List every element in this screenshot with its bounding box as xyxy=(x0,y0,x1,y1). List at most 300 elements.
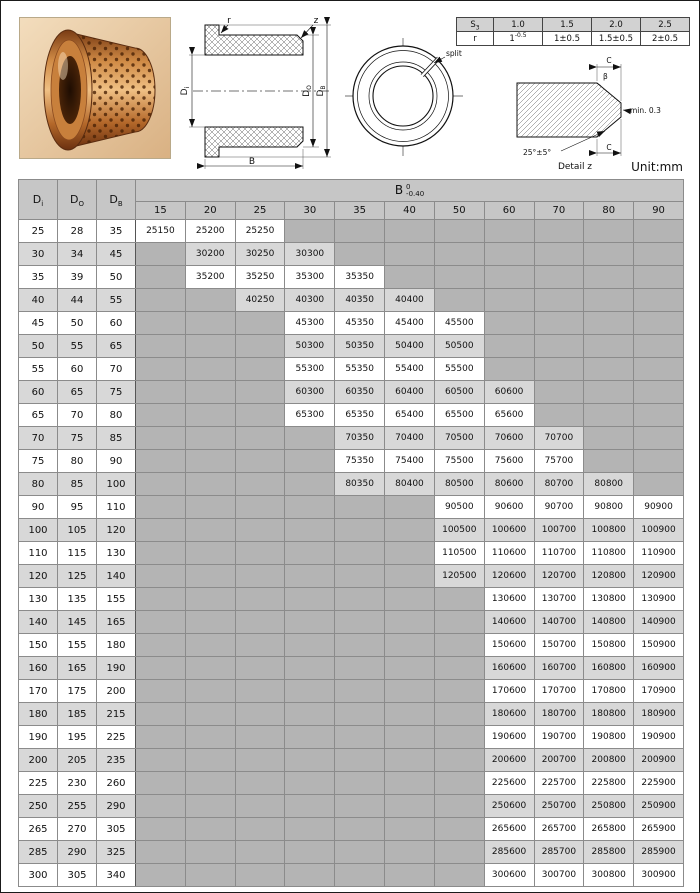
empty-cell xyxy=(285,841,335,864)
empty-cell xyxy=(534,220,584,243)
detail-z-drawing xyxy=(497,51,669,173)
part-number-cell: 110600 xyxy=(484,542,534,565)
empty-cell xyxy=(136,818,186,841)
table-row xyxy=(19,841,684,864)
empty-cell xyxy=(136,795,186,818)
dim-cell: 300 xyxy=(19,864,58,887)
part-number-cell: 50300 xyxy=(285,335,335,358)
part-number-cell: 265600 xyxy=(484,818,534,841)
empty-cell xyxy=(335,243,385,266)
s3-value: 2.0 xyxy=(592,18,641,32)
dim-cell: 45 xyxy=(97,243,136,266)
part-number-cell: 150800 xyxy=(584,634,634,657)
part-number-cell: 200700 xyxy=(534,749,584,772)
empty-cell xyxy=(634,266,684,289)
part-number-cell: 265800 xyxy=(584,818,634,841)
part-number-cell: 150700 xyxy=(534,634,584,657)
empty-cell xyxy=(285,611,335,634)
part-number-cell: 225900 xyxy=(634,772,684,795)
dim-cell: 75 xyxy=(19,450,58,473)
dim-cell: 125 xyxy=(58,565,97,588)
empty-cell xyxy=(385,588,435,611)
front-view-drawing xyxy=(341,27,481,167)
empty-cell xyxy=(385,749,435,772)
empty-cell xyxy=(235,680,285,703)
part-number-cell: 25200 xyxy=(185,220,235,243)
empty-cell xyxy=(185,818,235,841)
empty-cell xyxy=(434,864,484,887)
part-number-cell: 110700 xyxy=(534,542,584,565)
part-number-cell: 65300 xyxy=(285,404,335,427)
part-number-cell: 35300 xyxy=(285,266,335,289)
empty-cell xyxy=(285,726,335,749)
b-col-header: 60 xyxy=(484,202,534,220)
empty-cell xyxy=(285,565,335,588)
part-number-cell: 170700 xyxy=(534,680,584,703)
col-header-di: $D_i$ xyxy=(19,180,58,220)
part-number-cell: 100700 xyxy=(534,519,584,542)
dim-cell: 270 xyxy=(58,818,97,841)
empty-cell xyxy=(235,519,285,542)
empty-cell xyxy=(285,795,335,818)
dim-cell: 165 xyxy=(97,611,136,634)
part-number-cell: 40250 xyxy=(235,289,285,312)
table-row xyxy=(19,726,684,749)
empty-cell xyxy=(185,703,235,726)
empty-cell xyxy=(484,335,534,358)
empty-cell xyxy=(335,657,385,680)
dim-cell: 70 xyxy=(19,427,58,450)
dim-cell: 250 xyxy=(19,795,58,818)
part-number-cell: 180900 xyxy=(634,703,684,726)
part-number-cell: 80800 xyxy=(584,473,634,496)
part-number-cell: 180700 xyxy=(534,703,584,726)
empty-cell xyxy=(185,289,235,312)
dim-cell: 120 xyxy=(97,519,136,542)
empty-cell xyxy=(335,680,385,703)
empty-cell xyxy=(136,864,186,887)
empty-cell xyxy=(285,473,335,496)
empty-cell xyxy=(335,519,385,542)
dim-cell: 60 xyxy=(58,358,97,381)
empty-cell xyxy=(235,703,285,726)
part-number-cell: 50350 xyxy=(335,335,385,358)
section-drawing xyxy=(179,15,337,173)
empty-cell xyxy=(385,818,435,841)
table-row xyxy=(19,818,684,841)
empty-cell xyxy=(634,312,684,335)
part-number-cell: 160800 xyxy=(584,657,634,680)
dim-cell: 65 xyxy=(97,335,136,358)
empty-cell xyxy=(136,772,186,795)
empty-cell xyxy=(634,358,684,381)
empty-cell xyxy=(285,427,335,450)
empty-cell xyxy=(185,749,235,772)
empty-cell xyxy=(235,496,285,519)
dim-cell: 305 xyxy=(58,864,97,887)
dim-cell: 115 xyxy=(58,542,97,565)
empty-cell xyxy=(385,772,435,795)
part-number-cell: 50500 xyxy=(434,335,484,358)
part-number-cell: 90600 xyxy=(484,496,534,519)
part-number-cell: 80350 xyxy=(335,473,385,496)
empty-cell xyxy=(136,381,186,404)
dim-cell: 28 xyxy=(58,220,97,243)
empty-cell xyxy=(634,404,684,427)
col-header-dfl: $D_B$ xyxy=(97,180,136,220)
empty-cell xyxy=(335,588,385,611)
table-row xyxy=(19,243,684,266)
part-number-cell: 100800 xyxy=(584,519,634,542)
empty-cell xyxy=(185,864,235,887)
empty-cell xyxy=(534,381,584,404)
empty-cell xyxy=(136,243,186,266)
empty-cell xyxy=(434,703,484,726)
empty-cell xyxy=(185,634,235,657)
part-number-cell: 200900 xyxy=(634,749,684,772)
table-row xyxy=(19,772,684,795)
dim-cell: 40 xyxy=(19,289,58,312)
empty-cell xyxy=(484,220,534,243)
dim-cell: 65 xyxy=(58,381,97,404)
s3-header: $S_3$ xyxy=(457,18,494,32)
empty-cell xyxy=(385,565,435,588)
table-row xyxy=(19,703,684,726)
part-number-cell: 45300 xyxy=(285,312,335,335)
dim-cell: 160 xyxy=(19,657,58,680)
dim-cell: 135 xyxy=(58,588,97,611)
do-dim-label: $D_O$ xyxy=(302,85,313,97)
b-col-header: 80 xyxy=(584,202,634,220)
dim-cell: 155 xyxy=(97,588,136,611)
part-number-cell: 100900 xyxy=(634,519,684,542)
empty-cell xyxy=(285,588,335,611)
empty-cell xyxy=(285,818,335,841)
dim-cell: 105 xyxy=(58,519,97,542)
empty-cell xyxy=(584,450,634,473)
part-number-cell: 300900 xyxy=(634,864,684,887)
dim-cell: 130 xyxy=(19,588,58,611)
table-row xyxy=(19,358,684,381)
part-number-cell: 120900 xyxy=(634,565,684,588)
empty-cell xyxy=(136,680,186,703)
empty-cell xyxy=(185,565,235,588)
part-number-cell: 25250 xyxy=(235,220,285,243)
b-col-header: 40 xyxy=(385,202,435,220)
empty-cell xyxy=(385,243,435,266)
dim-cell: 90 xyxy=(19,496,58,519)
empty-cell xyxy=(434,795,484,818)
empty-cell xyxy=(434,289,484,312)
empty-cell xyxy=(434,680,484,703)
part-number-cell: 285600 xyxy=(484,841,534,864)
chamfer-section xyxy=(517,83,621,137)
dim-cell: 195 xyxy=(58,726,97,749)
empty-cell xyxy=(235,358,285,381)
dim-cell: 155 xyxy=(58,634,97,657)
part-number-cell: 75400 xyxy=(385,450,435,473)
part-number-table xyxy=(18,179,684,887)
table-row xyxy=(19,749,684,772)
empty-cell xyxy=(185,657,235,680)
dim-cell: 305 xyxy=(97,818,136,841)
part-number-cell: 225800 xyxy=(584,772,634,795)
part-number-cell: 190900 xyxy=(634,726,684,749)
part-table-body xyxy=(19,220,684,887)
dim-cell: 70 xyxy=(58,404,97,427)
empty-cell xyxy=(634,243,684,266)
empty-cell xyxy=(136,542,186,565)
empty-cell xyxy=(434,657,484,680)
part-number-cell: 285800 xyxy=(584,841,634,864)
part-number-cell: 45500 xyxy=(434,312,484,335)
dim-cell: 140 xyxy=(97,565,136,588)
empty-cell xyxy=(235,749,285,772)
dim-cell: 110 xyxy=(19,542,58,565)
empty-cell xyxy=(285,703,335,726)
empty-cell xyxy=(584,404,634,427)
empty-cell xyxy=(335,726,385,749)
part-number-cell: 225600 xyxy=(484,772,534,795)
part-number-cell: 150600 xyxy=(484,634,534,657)
dim-cell: 50 xyxy=(58,312,97,335)
dim-cell: 200 xyxy=(19,749,58,772)
table-row xyxy=(19,427,684,450)
dim-cell: 170 xyxy=(19,680,58,703)
empty-cell xyxy=(434,749,484,772)
empty-cell xyxy=(335,496,385,519)
part-number-cell: 60500 xyxy=(434,381,484,404)
part-number-cell: 120600 xyxy=(484,565,534,588)
part-number-cell: 65350 xyxy=(335,404,385,427)
part-number-cell: 75500 xyxy=(434,450,484,473)
empty-cell xyxy=(385,726,435,749)
part-number-cell: 110500 xyxy=(434,542,484,565)
empty-cell xyxy=(434,726,484,749)
empty-cell xyxy=(235,335,285,358)
empty-cell xyxy=(235,312,285,335)
empty-cell xyxy=(634,473,684,496)
part-number-cell: 25150 xyxy=(136,220,186,243)
empty-cell xyxy=(434,611,484,634)
s3-value: 1.5 xyxy=(543,18,592,32)
empty-cell xyxy=(136,473,186,496)
table-header-row xyxy=(19,180,684,202)
empty-cell xyxy=(185,496,235,519)
empty-cell xyxy=(434,818,484,841)
dim-cell: 255 xyxy=(58,795,97,818)
part-number-cell: 35200 xyxy=(185,266,235,289)
part-number-cell: 90700 xyxy=(534,496,584,519)
empty-cell xyxy=(634,220,684,243)
dim-cell: 325 xyxy=(97,841,136,864)
empty-cell xyxy=(136,427,186,450)
table-row xyxy=(19,312,684,335)
dim-cell: 34 xyxy=(58,243,97,266)
part-number-cell: 130600 xyxy=(484,588,534,611)
dim-cell: 150 xyxy=(19,634,58,657)
r-value: 2±0.5 xyxy=(641,32,690,46)
empty-cell xyxy=(185,795,235,818)
dim-cell: 285 xyxy=(19,841,58,864)
empty-cell xyxy=(235,657,285,680)
part-number-cell: 45400 xyxy=(385,312,435,335)
table-row xyxy=(19,404,684,427)
empty-cell xyxy=(185,404,235,427)
empty-cell xyxy=(385,634,435,657)
part-number-cell: 70700 xyxy=(534,427,584,450)
part-number-cell: 60350 xyxy=(335,381,385,404)
part-number-cell: 250700 xyxy=(534,795,584,818)
part-number-cell: 200600 xyxy=(484,749,534,772)
table-row xyxy=(19,220,684,243)
empty-cell xyxy=(235,404,285,427)
empty-cell xyxy=(185,381,235,404)
dim-cell: 95 xyxy=(58,496,97,519)
b-col-header: 35 xyxy=(335,202,385,220)
s3-value: 2.5 xyxy=(641,18,690,32)
r-header: r xyxy=(457,32,494,46)
table-row xyxy=(19,657,684,680)
empty-cell xyxy=(385,496,435,519)
col-header-do: $D_O$ xyxy=(58,180,97,220)
empty-cell xyxy=(584,243,634,266)
part-number-cell: 60600 xyxy=(484,381,534,404)
r-value: $1^{-0.5}$ xyxy=(494,32,543,46)
empty-cell xyxy=(285,634,335,657)
part-number-cell: 70400 xyxy=(385,427,435,450)
part-number-cell: 30300 xyxy=(285,243,335,266)
empty-cell xyxy=(235,841,285,864)
empty-cell xyxy=(185,427,235,450)
part-number-cell: 190700 xyxy=(534,726,584,749)
dim-cell: 85 xyxy=(97,427,136,450)
part-number-cell: 120500 xyxy=(434,565,484,588)
part-number-cell: 80400 xyxy=(385,473,435,496)
empty-cell xyxy=(335,818,385,841)
empty-cell xyxy=(235,795,285,818)
empty-cell xyxy=(235,542,285,565)
empty-cell xyxy=(385,680,435,703)
dim-cell: 180 xyxy=(19,703,58,726)
dim-cell: 235 xyxy=(97,749,136,772)
empty-cell xyxy=(634,335,684,358)
empty-cell xyxy=(185,841,235,864)
b-col-header: 90 xyxy=(634,202,684,220)
b-col-header: 15 xyxy=(136,202,186,220)
min-land-label: min. 0.3 xyxy=(630,106,661,115)
empty-cell xyxy=(136,266,186,289)
empty-cell xyxy=(235,427,285,450)
empty-cell xyxy=(285,542,335,565)
dim-cell: 175 xyxy=(58,680,97,703)
dim-cell: 145 xyxy=(58,611,97,634)
empty-cell xyxy=(285,519,335,542)
empty-cell xyxy=(385,266,435,289)
part-number-cell: 90500 xyxy=(434,496,484,519)
part-number-cell: 300600 xyxy=(484,864,534,887)
dim-cell: 225 xyxy=(19,772,58,795)
empty-cell xyxy=(185,358,235,381)
part-number-cell: 160700 xyxy=(534,657,584,680)
dim-cell: 215 xyxy=(97,703,136,726)
dim-cell: 80 xyxy=(97,404,136,427)
dim-cell: 55 xyxy=(97,289,136,312)
empty-cell xyxy=(136,404,186,427)
empty-cell xyxy=(385,864,435,887)
c-bottom-label: C xyxy=(606,143,612,152)
part-number-cell: 200800 xyxy=(584,749,634,772)
dim-cell: 35 xyxy=(19,266,58,289)
empty-cell xyxy=(434,588,484,611)
part-number-cell: 160900 xyxy=(634,657,684,680)
dim-cell: 230 xyxy=(58,772,97,795)
empty-cell xyxy=(136,289,186,312)
part-number-cell: 100500 xyxy=(434,519,484,542)
part-number-cell: 150900 xyxy=(634,634,684,657)
dim-cell: 340 xyxy=(97,864,136,887)
dim-cell: 205 xyxy=(58,749,97,772)
empty-cell xyxy=(385,611,435,634)
dim-cell: 65 xyxy=(19,404,58,427)
empty-cell xyxy=(534,335,584,358)
empty-cell xyxy=(136,726,186,749)
part-number-cell: 140800 xyxy=(584,611,634,634)
part-number-cell: 50400 xyxy=(385,335,435,358)
dim-cell: 165 xyxy=(58,657,97,680)
empty-cell xyxy=(335,864,385,887)
part-number-cell: 100600 xyxy=(484,519,534,542)
part-number-cell: 250900 xyxy=(634,795,684,818)
table-row xyxy=(19,450,684,473)
split-label: split xyxy=(446,49,462,58)
r-value: 1.5±0.5 xyxy=(592,32,641,46)
b-col-header: 50 xyxy=(434,202,484,220)
empty-cell xyxy=(584,427,634,450)
b-col-header: 30 xyxy=(285,202,335,220)
empty-cell xyxy=(335,841,385,864)
part-number-cell: 55350 xyxy=(335,358,385,381)
part-number-cell: 55300 xyxy=(285,358,335,381)
table-row xyxy=(19,266,684,289)
empty-cell xyxy=(335,772,385,795)
part-number-cell: 90900 xyxy=(634,496,684,519)
top-wall-section xyxy=(205,25,303,55)
table-row xyxy=(19,542,684,565)
dim-cell: 190 xyxy=(19,726,58,749)
di-dim-label: $D_i$ xyxy=(180,86,191,96)
part-number-cell: 80700 xyxy=(534,473,584,496)
empty-cell xyxy=(136,841,186,864)
empty-cell xyxy=(285,680,335,703)
b-col-header: 20 xyxy=(185,202,235,220)
empty-cell xyxy=(185,335,235,358)
part-number-cell: 40300 xyxy=(285,289,335,312)
z-label: z xyxy=(313,16,319,26)
dim-cell: 50 xyxy=(19,335,58,358)
bushing-photo xyxy=(19,17,171,159)
dim-cell: 60 xyxy=(19,381,58,404)
dim-cell: 140 xyxy=(19,611,58,634)
dim-cell: 55 xyxy=(19,358,58,381)
part-number-cell: 70500 xyxy=(434,427,484,450)
empty-cell xyxy=(136,335,186,358)
empty-cell xyxy=(634,289,684,312)
table-row xyxy=(19,864,684,887)
empty-cell xyxy=(136,634,186,657)
dim-cell: 75 xyxy=(58,427,97,450)
empty-cell xyxy=(235,818,285,841)
